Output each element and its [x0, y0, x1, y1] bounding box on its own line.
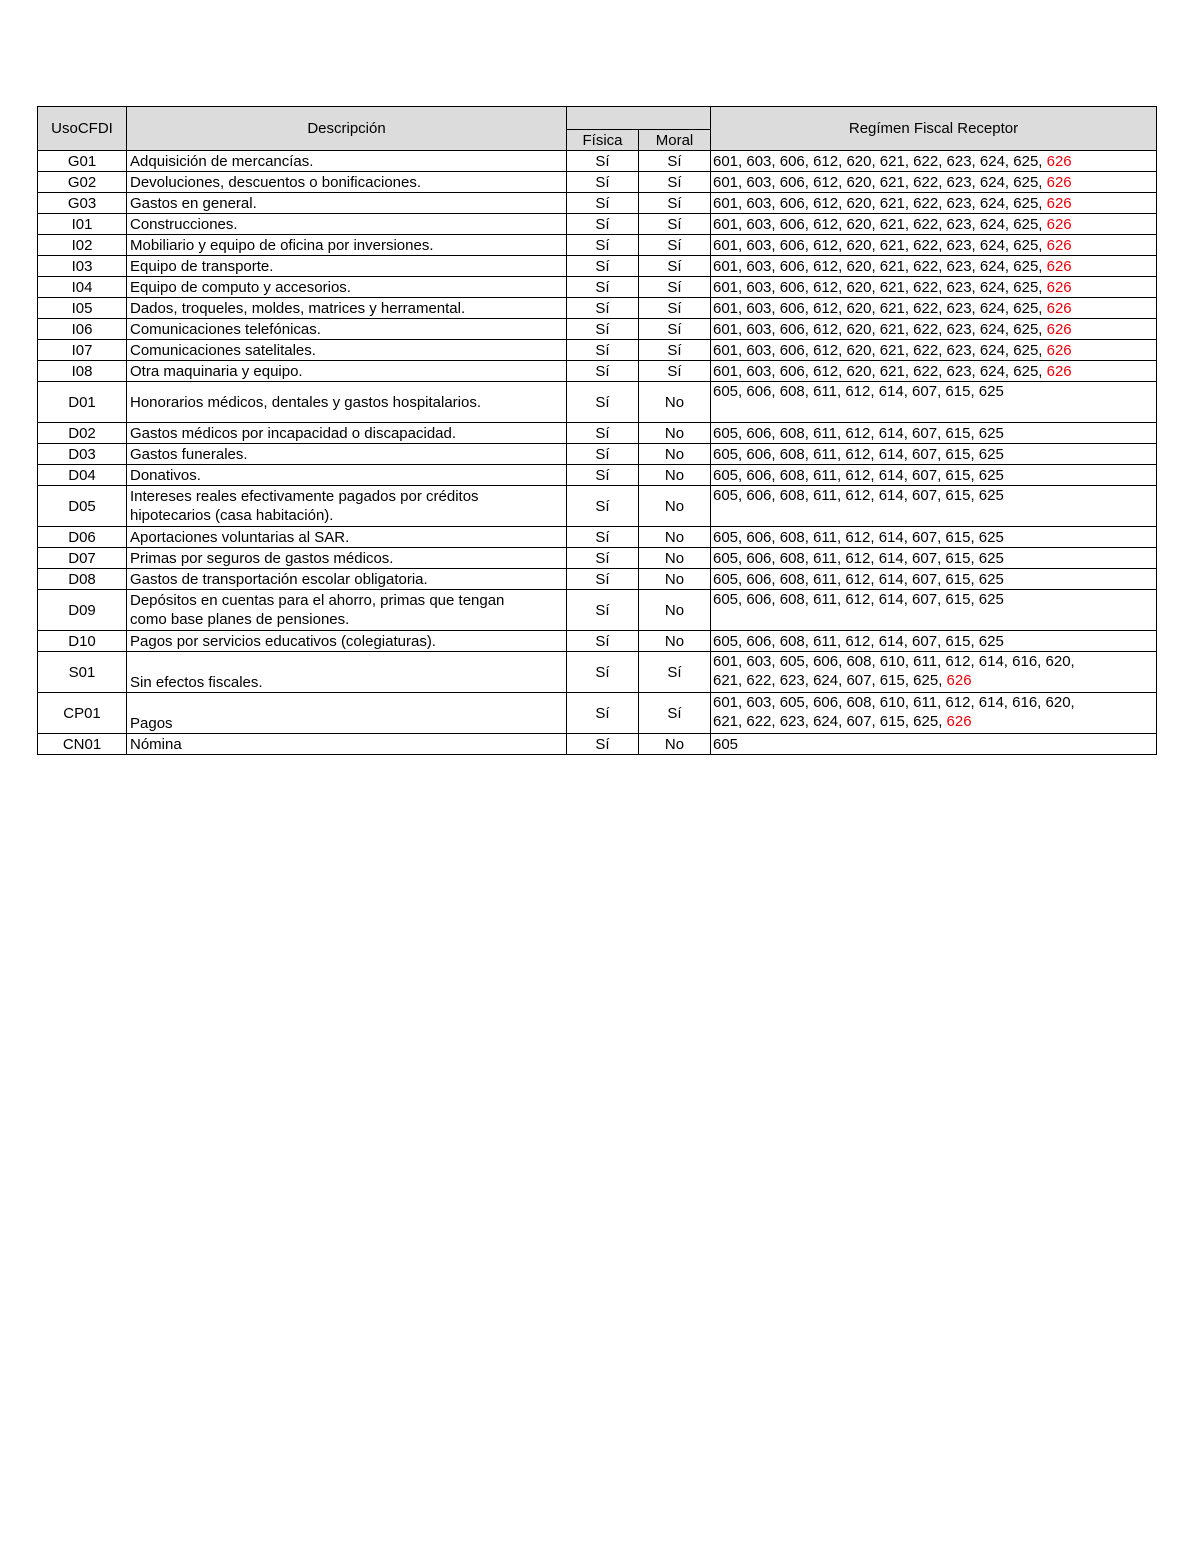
- fisica-value: Sí: [567, 734, 639, 755]
- descripcion: Aportaciones voluntarias al SAR.: [127, 527, 567, 548]
- uso-code: D05: [38, 486, 127, 527]
- uso-code: CN01: [38, 734, 127, 755]
- moral-value: No: [639, 465, 711, 486]
- moral-value: No: [639, 423, 711, 444]
- regimen-highlight: 626: [946, 713, 972, 730]
- uso-code: I07: [38, 340, 127, 361]
- descripcion-line: Intereses reales efectivamente pagados por créditos: [130, 488, 479, 505]
- moral-value: Sí: [639, 319, 711, 340]
- descripcion: Nómina: [127, 734, 567, 755]
- table-row: [38, 693, 1157, 734]
- regimen-base: 601, 603, 606, 612, 620, 621, 622, 623, 624, 625,: [713, 299, 1047, 317]
- regimen-list: [711, 193, 1157, 214]
- regimen-list: 605, 606, 608, 611, 612, 614, 607, 615, 625: [711, 486, 1157, 527]
- regimen-base: 621, 622, 623, 624, 607, 615, 625,: [713, 713, 947, 730]
- descripcion: Primas por seguros de gastos médicos.: [127, 548, 567, 569]
- regimen-list: [711, 235, 1157, 256]
- regimen-list: [711, 340, 1157, 361]
- table-row: [38, 590, 1157, 631]
- moral-value: Sí: [639, 193, 711, 214]
- uso-code: G02: [38, 172, 127, 193]
- uso-code: D08: [38, 569, 127, 590]
- regimen-list: [711, 256, 1157, 277]
- table-row: [38, 465, 1157, 486]
- descripcion: Honorarios médicos, dentales y gastos hospitalarios.: [127, 382, 567, 423]
- moral-value: No: [639, 590, 711, 631]
- table-row: [38, 382, 1157, 423]
- moral-value: No: [639, 631, 711, 652]
- descripcion: Comunicaciones satelitales.: [127, 340, 567, 361]
- regimen-list: 605, 606, 608, 611, 612, 614, 607, 615, 625: [711, 465, 1157, 486]
- descripcion: Devoluciones, descuentos o bonificaciones.: [127, 172, 567, 193]
- descripcion-line: hipotecarios (casa habitación).: [130, 507, 334, 524]
- regimen-base: 601, 603, 606, 612, 620, 621, 622, 623, 624, 625,: [713, 173, 1047, 191]
- uso-code: D09: [38, 590, 127, 631]
- descripcion: Adquisición de mercancías.: [127, 151, 567, 172]
- regimen-list: 605, 606, 608, 611, 612, 614, 607, 615, 625: [711, 382, 1157, 423]
- table-row: [38, 486, 1157, 527]
- table-row: [38, 340, 1157, 361]
- descripcion: Gastos médicos por incapacidad o discapacidad.: [127, 423, 567, 444]
- regimen-highlight: 626: [1046, 173, 1072, 191]
- descripcion: [127, 590, 567, 631]
- descripcion: Otra maquinaria y equipo.: [127, 361, 567, 382]
- uso-code: D02: [38, 423, 127, 444]
- header-regimen-fiscal: Regímen Fiscal Receptor: [711, 107, 1157, 151]
- descripcion: Sin efectos fiscales.: [127, 652, 567, 693]
- moral-value: Sí: [639, 340, 711, 361]
- table-row: [38, 361, 1157, 382]
- regimen-list: [711, 361, 1157, 382]
- table-row: [38, 298, 1157, 319]
- descripcion: Dados, troqueles, moldes, matrices y herramental.: [127, 298, 567, 319]
- table-row: [38, 652, 1157, 693]
- uso-code: I05: [38, 298, 127, 319]
- table-row: [38, 235, 1157, 256]
- fisica-value: Sí: [567, 693, 639, 734]
- regimen-base: 601, 603, 606, 612, 620, 621, 622, 623, 624, 625,: [713, 278, 1047, 296]
- fisica-value: Sí: [567, 527, 639, 548]
- descripcion: [127, 486, 567, 527]
- fisica-value: Sí: [567, 151, 639, 172]
- fisica-value: Sí: [567, 256, 639, 277]
- descripcion-line: Depósitos en cuentas para el ahorro, primas que tengan: [130, 592, 505, 609]
- table-header: [38, 107, 1157, 151]
- regimen-highlight: 626: [946, 672, 972, 689]
- regimen-base: 601, 603, 606, 612, 620, 621, 622, 623, 624, 625,: [713, 215, 1047, 233]
- fisica-value: Sí: [567, 340, 639, 361]
- moral-value: Sí: [639, 277, 711, 298]
- uso-code: D01: [38, 382, 127, 423]
- descripcion: Equipo de transporte.: [127, 256, 567, 277]
- fisica-value: Sí: [567, 548, 639, 569]
- regimen-base: 601, 603, 606, 612, 620, 621, 622, 623, 624, 625,: [713, 341, 1047, 359]
- regimen-highlight: 626: [1046, 257, 1072, 275]
- table-row: [38, 569, 1157, 590]
- descripcion-line: como base planes de pensiones.: [130, 611, 350, 628]
- regimen-list: 605, 606, 608, 611, 612, 614, 607, 615, 625: [711, 569, 1157, 590]
- uso-code: D04: [38, 465, 127, 486]
- header-moral: Moral: [639, 130, 711, 151]
- moral-value: Sí: [639, 235, 711, 256]
- regimen-highlight: 626: [1046, 194, 1072, 212]
- descripcion: Donativos.: [127, 465, 567, 486]
- table-row: [38, 423, 1157, 444]
- moral-value: No: [639, 527, 711, 548]
- regimen-base: 601, 603, 606, 612, 620, 621, 622, 623, 624, 625,: [713, 362, 1047, 380]
- descripcion: Construcciones.: [127, 214, 567, 235]
- table-row: [38, 151, 1157, 172]
- uso-code: S01: [38, 652, 127, 693]
- moral-value: No: [639, 734, 711, 755]
- descripcion: Pagos: [127, 693, 567, 734]
- fisica-value: Sí: [567, 382, 639, 423]
- table-row: [38, 631, 1157, 652]
- header-descripcion: Descripción: [127, 107, 567, 151]
- header-fisica: Física: [567, 130, 639, 151]
- moral-value: Sí: [639, 256, 711, 277]
- table-row: [38, 277, 1157, 298]
- regimen-line: [713, 671, 1154, 690]
- fisica-value: Sí: [567, 444, 639, 465]
- regimen-highlight: 626: [1046, 278, 1072, 296]
- regimen-list: [711, 298, 1157, 319]
- fisica-value: Sí: [567, 172, 639, 193]
- table-body: [38, 151, 1157, 755]
- moral-value: Sí: [639, 151, 711, 172]
- table-row: [38, 734, 1157, 755]
- fisica-value: Sí: [567, 652, 639, 693]
- moral-value: No: [639, 569, 711, 590]
- regimen-base: 601, 603, 606, 612, 620, 621, 622, 623, 624, 625,: [713, 152, 1047, 170]
- regimen-base: 601, 603, 606, 612, 620, 621, 622, 623, 624, 625,: [713, 320, 1047, 338]
- fisica-value: Sí: [567, 465, 639, 486]
- regimen-highlight: 626: [1046, 362, 1072, 380]
- uso-code: I03: [38, 256, 127, 277]
- regimen-base: 601, 603, 606, 612, 620, 621, 622, 623, 624, 625,: [713, 236, 1047, 254]
- regimen-list: 605, 606, 608, 611, 612, 614, 607, 615, 625: [711, 444, 1157, 465]
- moral-value: Sí: [639, 214, 711, 235]
- uso-code: D07: [38, 548, 127, 569]
- descripcion: Comunicaciones telefónicas.: [127, 319, 567, 340]
- fisica-value: Sí: [567, 486, 639, 527]
- uso-code: G01: [38, 151, 127, 172]
- fisica-value: Sí: [567, 193, 639, 214]
- fisica-value: Sí: [567, 569, 639, 590]
- regimen-list: [711, 172, 1157, 193]
- fisica-value: Sí: [567, 423, 639, 444]
- uso-code: I08: [38, 361, 127, 382]
- regimen-highlight: 626: [1046, 341, 1072, 359]
- fisica-value: Sí: [567, 277, 639, 298]
- uso-code: D10: [38, 631, 127, 652]
- descripcion: Gastos funerales.: [127, 444, 567, 465]
- regimen-line: [713, 712, 1154, 731]
- moral-value: No: [639, 444, 711, 465]
- regimen-highlight: 626: [1046, 299, 1072, 317]
- fisica-value: Sí: [567, 361, 639, 382]
- regimen-list: 605, 606, 608, 611, 612, 614, 607, 615, 625: [711, 548, 1157, 569]
- regimen-list: [711, 693, 1157, 734]
- fisica-value: Sí: [567, 590, 639, 631]
- fisica-value: Sí: [567, 298, 639, 319]
- regimen-list: 605, 606, 608, 611, 612, 614, 607, 615, 625: [711, 590, 1157, 631]
- regimen-list: [711, 214, 1157, 235]
- regimen-list: [711, 319, 1157, 340]
- table-row: [38, 548, 1157, 569]
- table-row: [38, 193, 1157, 214]
- regimen-base: 601, 603, 606, 612, 620, 621, 622, 623, 624, 625,: [713, 194, 1047, 212]
- fisica-value: Sí: [567, 235, 639, 256]
- moral-value: Sí: [639, 652, 711, 693]
- uso-code: I01: [38, 214, 127, 235]
- table-row: [38, 319, 1157, 340]
- regimen-base: 601, 603, 606, 612, 620, 621, 622, 623, 624, 625,: [713, 257, 1047, 275]
- regimen-list: 605, 606, 608, 611, 612, 614, 607, 615, 625: [711, 423, 1157, 444]
- descripcion: Equipo de computo y accesorios.: [127, 277, 567, 298]
- descripcion: Gastos en general.: [127, 193, 567, 214]
- moral-value: Sí: [639, 361, 711, 382]
- regimen-highlight: 626: [1046, 152, 1072, 170]
- uso-code: CP01: [38, 693, 127, 734]
- regimen-list: [711, 652, 1157, 693]
- table-row: [38, 527, 1157, 548]
- table-row: [38, 256, 1157, 277]
- fisica-value: Sí: [567, 319, 639, 340]
- regimen-line: 601, 603, 605, 606, 608, 610, 611, 612, 614, 616, 620,: [713, 694, 1075, 711]
- moral-value: Sí: [639, 172, 711, 193]
- table-row: [38, 214, 1157, 235]
- descripcion: Gastos de transportación escolar obligatoria.: [127, 569, 567, 590]
- uso-code: I02: [38, 235, 127, 256]
- fisica-value: Sí: [567, 631, 639, 652]
- regimen-list: 605, 606, 608, 611, 612, 614, 607, 615, 625: [711, 527, 1157, 548]
- regimen-list: [711, 277, 1157, 298]
- regimen-line: 601, 603, 605, 606, 608, 610, 611, 612, 614, 616, 620,: [713, 653, 1075, 670]
- descripcion: Pagos por servicios educativos (colegiaturas).: [127, 631, 567, 652]
- table-row: [38, 444, 1157, 465]
- uso-code: G03: [38, 193, 127, 214]
- uso-code: D06: [38, 527, 127, 548]
- header-persona-group: [567, 107, 711, 130]
- table-row: [38, 172, 1157, 193]
- uso-code: I04: [38, 277, 127, 298]
- descripcion: Mobiliario y equipo de oficina por inversiones.: [127, 235, 567, 256]
- regimen-list: 605, 606, 608, 611, 612, 614, 607, 615, 625: [711, 631, 1157, 652]
- uso-cfdi-table: [37, 106, 1157, 755]
- regimen-highlight: 626: [1046, 215, 1072, 233]
- uso-code: I06: [38, 319, 127, 340]
- regimen-highlight: 626: [1046, 236, 1072, 254]
- header-uso-cfdi: UsoCFDI: [38, 107, 127, 151]
- moral-value: Sí: [639, 693, 711, 734]
- moral-value: Sí: [639, 298, 711, 319]
- regimen-list: 605: [711, 734, 1157, 755]
- uso-code: D03: [38, 444, 127, 465]
- regimen-base: 621, 622, 623, 624, 607, 615, 625,: [713, 672, 947, 689]
- regimen-list: [711, 151, 1157, 172]
- moral-value: No: [639, 548, 711, 569]
- fisica-value: Sí: [567, 214, 639, 235]
- moral-value: No: [639, 382, 711, 423]
- moral-value: No: [639, 486, 711, 527]
- regimen-highlight: 626: [1046, 320, 1072, 338]
